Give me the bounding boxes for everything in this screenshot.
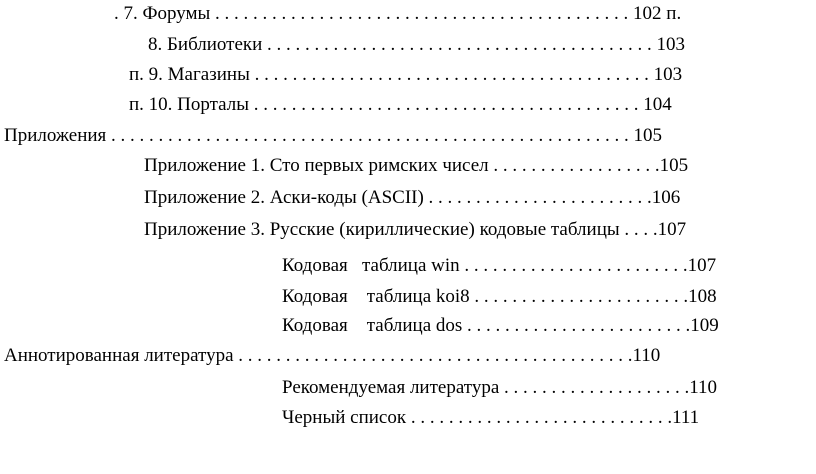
toc-entry-portals: п. 10. Порталы . . . . . . . . . . . . . . . . . . . . . . . . . . . . . . . . . . . . . . . . . 104 xyxy=(129,94,672,115)
toc-entry-codetable-win: Кодовая таблица win . . . . . . . . . . . . . . . . . . . . . . . .107 xyxy=(282,255,717,276)
toc-entry-blacklist: Черный список . . . . . . . . . . . . . . . . . . . . . . . . . . . .111 xyxy=(282,407,700,428)
toc-entry-codetable-koi8: Кодовая таблица koi8 . . . . . . . . . . . . . . . . . . . . . . .108 xyxy=(282,286,717,307)
toc-entry-shops: п. 9. Магазины . . . . . . . . . . . . . . . . . . . . . . . . . . . . . . . . . . . . . . . . . . 103 xyxy=(129,64,683,85)
toc-entry-appendices: Приложения . . . . . . . . . . . . . . . . . . . . . . . . . . . . . . . . . . . . . . . . . . . . . . . . . . . . . . . 105 xyxy=(4,125,663,146)
toc-entry-codetable-dos: Кодовая таблица dos . . . . . . . . . . . . . . . . . . . . . . . .109 xyxy=(282,315,719,336)
toc-entry-appendix-1: Приложение 1. Сто первых римских чисел . . . . . . . . . . . . . . . . . .105 xyxy=(144,155,689,176)
toc-entry-libraries: 8. Библиотеки . . . . . . . . . . . . . . . . . . . . . . . . . . . . . . . . . . . . . . . . . 103 xyxy=(148,34,686,55)
toc-entry-forums: . 7. Форумы . . . . . . . . . . . . . . . . . . . . . . . . . . . . . . . . . . . . . . . . . . . . 102 п. xyxy=(114,3,682,24)
toc-entry-annotated-lit: Аннотированная литература . . . . . . . . . . . . . . . . . . . . . . . . . . . . . . . . . . . . . . . . . .110 xyxy=(4,345,661,366)
toc-entry-appendix-3: Приложение 3. Русские (кириллические) кодовые таблицы . . . .107 xyxy=(144,219,687,240)
toc-entry-recommended-lit: Рекомендуемая литература . . . . . . . . . . . . . . . . . . . .110 xyxy=(282,377,718,398)
toc-entry-appendix-2: Приложение 2. Аски-коды (ASCII) . . . . . . . . . . . . . . . . . . . . . . . .106 xyxy=(144,187,681,208)
